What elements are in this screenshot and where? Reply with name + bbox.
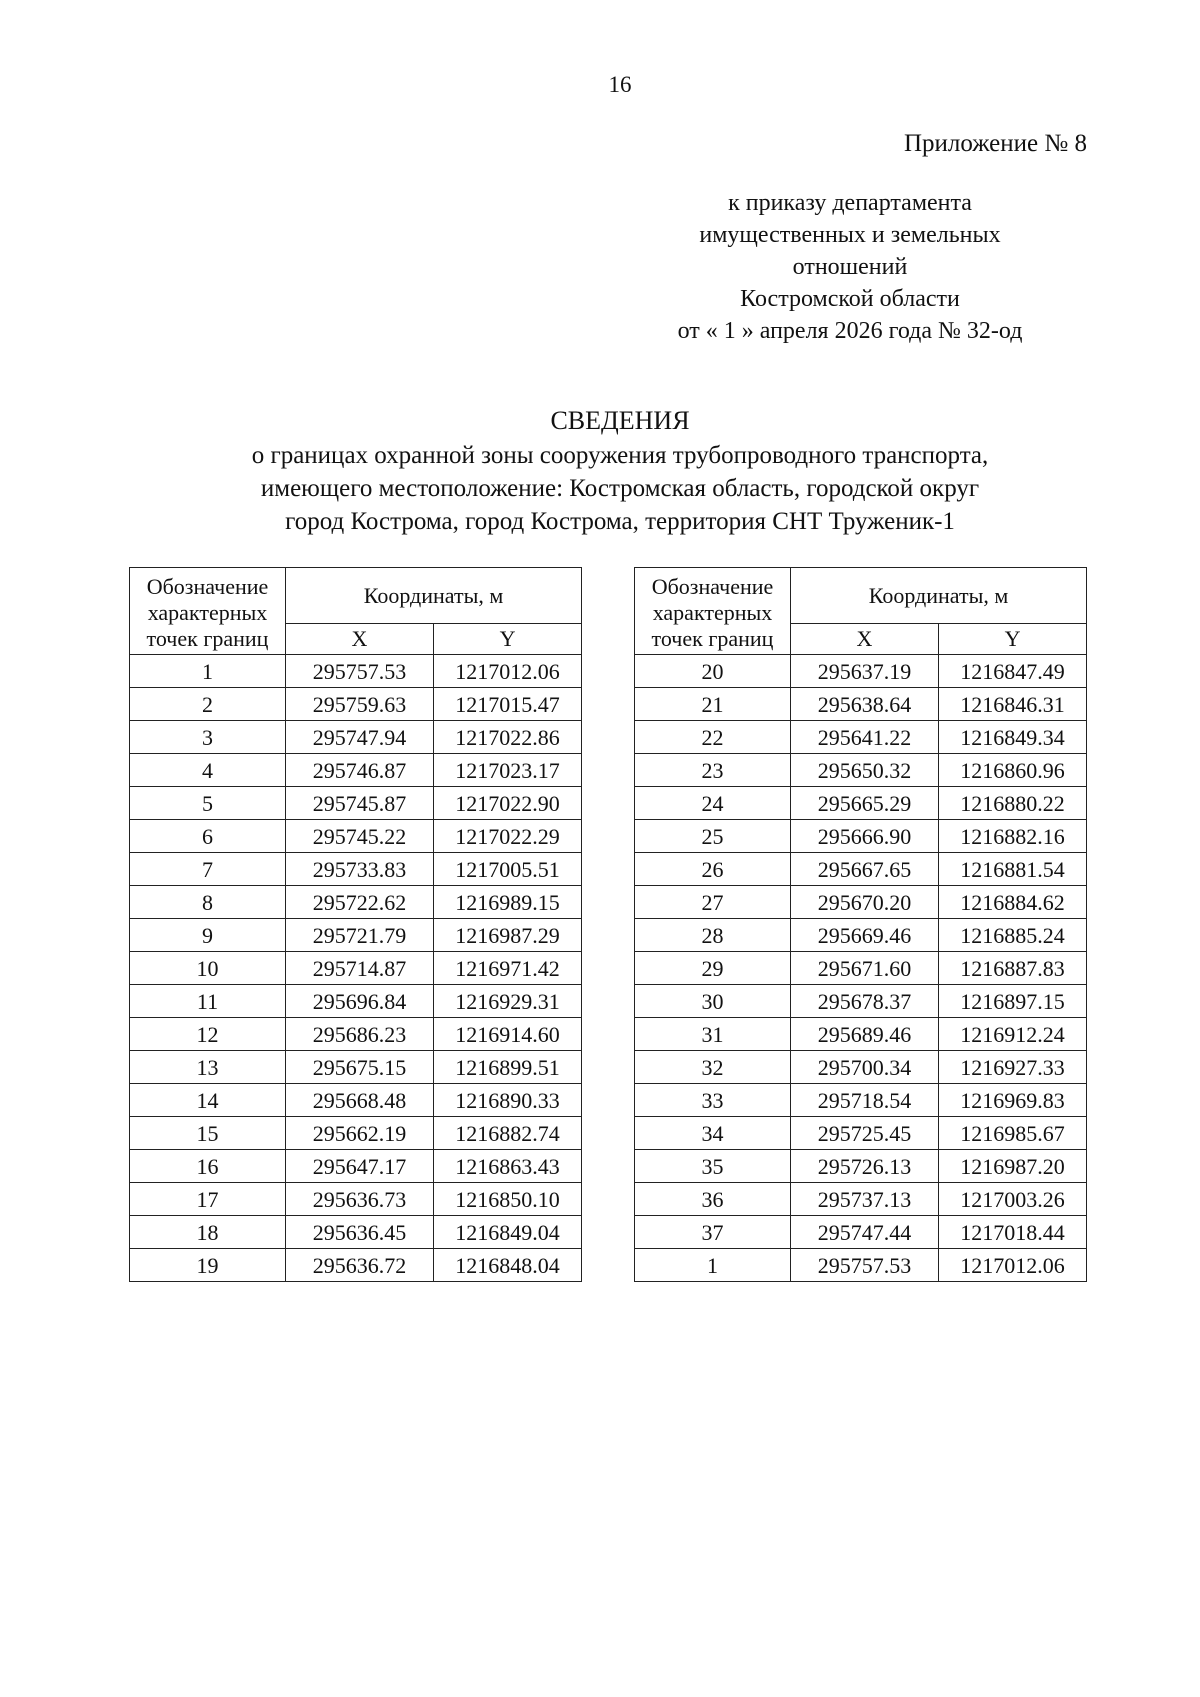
cell-point-number: 18 [130, 1216, 286, 1249]
cell-point-number: 36 [635, 1183, 791, 1216]
table-row [130, 952, 582, 985]
cell-x: 295745.22 [286, 820, 434, 853]
page-number: 16 [608, 72, 632, 97]
appendix-ref-line: имущественных и земельных [699, 222, 1001, 248]
cell-x: 295638.64 [791, 688, 939, 721]
table-row [130, 1183, 582, 1216]
cell-x: 295747.44 [791, 1216, 939, 1249]
cell-point-number: 20 [635, 655, 791, 688]
appendix-title: Приложение № 8 [903, 130, 1087, 157]
table-row [635, 1117, 1087, 1150]
table-row [635, 754, 1087, 787]
cell-point-number: 24 [635, 787, 791, 820]
cell-y: 1217022.90 [434, 787, 582, 820]
cell-x: 295725.45 [791, 1117, 939, 1150]
cell-point-number: 33 [635, 1084, 791, 1117]
cell-y: 1216927.33 [939, 1051, 1087, 1084]
cell-point-number: 1 [635, 1249, 791, 1282]
cell-x: 295675.15 [286, 1051, 434, 1084]
table-row [635, 1249, 1087, 1282]
cell-y: 1217023.17 [434, 754, 582, 787]
cell-point-number: 5 [130, 787, 286, 820]
table-row [130, 688, 582, 721]
table-row [130, 1150, 582, 1183]
cell-x: 295722.62 [286, 886, 434, 919]
cell-point-number: 15 [130, 1117, 286, 1150]
table-row [130, 787, 582, 820]
cell-point-number: 19 [130, 1249, 286, 1282]
cell-x: 295718.54 [791, 1084, 939, 1117]
table-row [130, 1216, 582, 1249]
table-row [635, 985, 1087, 1018]
cell-x: 295668.48 [286, 1084, 434, 1117]
cell-point-number: 6 [130, 820, 286, 853]
cell-x: 295689.46 [791, 1018, 939, 1051]
cell-point-number: 13 [130, 1051, 286, 1084]
table-row [130, 721, 582, 754]
cell-x: 295665.29 [791, 787, 939, 820]
document-subtitle [0, 439, 1200, 538]
cell-y: 1216849.04 [434, 1216, 582, 1249]
appendix-ref-line: к приказу департамента [728, 190, 972, 216]
subtitle-line: имеющего местоположение: Костромская область, городской округ [260, 475, 980, 502]
table-body [130, 655, 582, 1282]
table-body [635, 655, 1087, 1282]
cell-y: 1217022.29 [434, 820, 582, 853]
cell-point-number: 26 [635, 853, 791, 886]
subtitle-line: город Кострома, город Кострома, территория СНТ Труженик-1 [285, 508, 955, 535]
appendix-reference [600, 187, 1100, 347]
cell-point-number: 10 [130, 952, 286, 985]
cell-y: 1216989.15 [434, 886, 582, 919]
cell-y: 1216882.74 [434, 1117, 582, 1150]
cell-y: 1216863.43 [434, 1150, 582, 1183]
coordinates-table-left [129, 567, 582, 1282]
table-row [635, 787, 1087, 820]
header-y-label: Y [434, 624, 582, 655]
table-row [635, 886, 1087, 919]
cell-point-number: 34 [635, 1117, 791, 1150]
table-row [130, 1117, 582, 1150]
table-row [635, 820, 1087, 853]
cell-y: 1217012.06 [434, 655, 582, 688]
cell-x: 295636.73 [286, 1183, 434, 1216]
cell-point-number: 3 [130, 721, 286, 754]
table-row [635, 1183, 1087, 1216]
cell-point-number: 4 [130, 754, 286, 787]
cell-y: 1216899.51 [434, 1051, 582, 1084]
table-row [130, 1018, 582, 1051]
table-row [635, 721, 1087, 754]
cell-x: 295647.17 [286, 1150, 434, 1183]
cell-y: 1217015.47 [434, 688, 582, 721]
table-row [635, 1150, 1087, 1183]
cell-y: 1216987.29 [434, 919, 582, 952]
table-row [130, 754, 582, 787]
cell-point-number: 12 [130, 1018, 286, 1051]
cell-point-number: 16 [130, 1150, 286, 1183]
cell-x: 295669.46 [791, 919, 939, 952]
cell-point-number: 25 [635, 820, 791, 853]
appendix-ref-line: Костромской области [740, 286, 960, 312]
header-x-label: X [791, 624, 939, 655]
cell-y: 1216884.62 [939, 886, 1087, 919]
cell-y: 1216914.60 [434, 1018, 582, 1051]
cell-y: 1216881.54 [939, 853, 1087, 886]
cell-point-number: 27 [635, 886, 791, 919]
cell-x: 295745.87 [286, 787, 434, 820]
cell-y: 1216880.22 [939, 787, 1087, 820]
cell-y: 1217005.51 [434, 853, 582, 886]
cell-x: 295667.65 [791, 853, 939, 886]
cell-x: 295666.90 [791, 820, 939, 853]
cell-y: 1216848.04 [434, 1249, 582, 1282]
cell-point-number: 30 [635, 985, 791, 1018]
cell-x: 295757.53 [286, 655, 434, 688]
cell-x: 295686.23 [286, 1018, 434, 1051]
cell-y: 1216850.10 [434, 1183, 582, 1216]
table-row [130, 820, 582, 853]
cell-y: 1216912.24 [939, 1018, 1087, 1051]
cell-y: 1217003.26 [939, 1183, 1087, 1216]
cell-point-number: 7 [130, 853, 286, 886]
cell-x: 295662.19 [286, 1117, 434, 1150]
cell-x: 295747.94 [286, 721, 434, 754]
cell-point-number: 35 [635, 1150, 791, 1183]
appendix-ref-line: отношений [792, 254, 908, 280]
cell-x: 295636.72 [286, 1249, 434, 1282]
cell-y: 1216985.67 [939, 1117, 1087, 1150]
cell-x: 295700.34 [791, 1051, 939, 1084]
cell-x: 295637.19 [791, 655, 939, 688]
cell-point-number: 2 [130, 688, 286, 721]
document-heading: СВЕДЕНИЯ [550, 406, 690, 435]
table-row [130, 919, 582, 952]
cell-y: 1216849.34 [939, 721, 1087, 754]
table-row [130, 1249, 582, 1282]
cell-x: 295759.63 [286, 688, 434, 721]
cell-y: 1216885.24 [939, 919, 1087, 952]
table-row [635, 1084, 1087, 1117]
cell-point-number: 22 [635, 721, 791, 754]
subtitle-line: о границах охранной зоны сооружения трубопроводного транспорта, [251, 442, 989, 469]
header-coords-label: Координаты, м [791, 568, 1087, 624]
appendix-ref-line: от « 1 » апреля 2026 года № 32-од [677, 318, 1023, 344]
table-row [635, 919, 1087, 952]
table-row [130, 886, 582, 919]
table-row [130, 985, 582, 1018]
cell-x: 295650.32 [791, 754, 939, 787]
cell-point-number: 29 [635, 952, 791, 985]
header-y-label: Y [939, 624, 1087, 655]
cell-point-number: 23 [635, 754, 791, 787]
table-row [130, 853, 582, 886]
cell-point-number: 14 [130, 1084, 286, 1117]
cell-x: 295714.87 [286, 952, 434, 985]
cell-y: 1216860.96 [939, 754, 1087, 787]
cell-x: 295696.84 [286, 985, 434, 1018]
cell-y: 1217022.86 [434, 721, 582, 754]
cell-x: 295737.13 [791, 1183, 939, 1216]
cell-point-number: 17 [130, 1183, 286, 1216]
table-row [635, 853, 1087, 886]
cell-y: 1216846.31 [939, 688, 1087, 721]
cell-y: 1216969.83 [939, 1084, 1087, 1117]
table-row [635, 1216, 1087, 1249]
cell-y: 1217012.06 [939, 1249, 1087, 1282]
table-row [130, 1051, 582, 1084]
cell-point-number: 31 [635, 1018, 791, 1051]
cell-point-number: 37 [635, 1216, 791, 1249]
cell-y: 1216887.83 [939, 952, 1087, 985]
header-point-label: Обозначение характерных точек границ [635, 568, 791, 655]
header-x-label: X [286, 624, 434, 655]
table-row [635, 1051, 1087, 1084]
cell-x: 295733.83 [286, 853, 434, 886]
cell-x: 295746.87 [286, 754, 434, 787]
table-row [635, 952, 1087, 985]
table-row [130, 1084, 582, 1117]
table-row [130, 655, 582, 688]
cell-x: 295726.13 [791, 1150, 939, 1183]
cell-y: 1216971.42 [434, 952, 582, 985]
table-row [635, 655, 1087, 688]
cell-y: 1216897.15 [939, 985, 1087, 1018]
table-row [635, 1018, 1087, 1051]
cell-point-number: 1 [130, 655, 286, 688]
cell-x: 295757.53 [791, 1249, 939, 1282]
cell-y: 1216890.33 [434, 1084, 582, 1117]
cell-x: 295678.37 [791, 985, 939, 1018]
cell-y: 1217018.44 [939, 1216, 1087, 1249]
cell-y: 1216882.16 [939, 820, 1087, 853]
header-point-label: Обозначение характерных точек границ [130, 568, 286, 655]
header-coords-label: Координаты, м [286, 568, 582, 624]
cell-point-number: 28 [635, 919, 791, 952]
cell-x: 295670.20 [791, 886, 939, 919]
cell-x: 295636.45 [286, 1216, 434, 1249]
cell-y: 1216987.20 [939, 1150, 1087, 1183]
cell-point-number: 8 [130, 886, 286, 919]
cell-point-number: 32 [635, 1051, 791, 1084]
cell-x: 295671.60 [791, 952, 939, 985]
cell-point-number: 21 [635, 688, 791, 721]
coordinates-table-right [634, 567, 1087, 1282]
cell-y: 1216929.31 [434, 985, 582, 1018]
cell-x: 295641.22 [791, 721, 939, 754]
cell-point-number: 11 [130, 985, 286, 1018]
cell-y: 1216847.49 [939, 655, 1087, 688]
cell-point-number: 9 [130, 919, 286, 952]
cell-x: 295721.79 [286, 919, 434, 952]
table-row [635, 688, 1087, 721]
